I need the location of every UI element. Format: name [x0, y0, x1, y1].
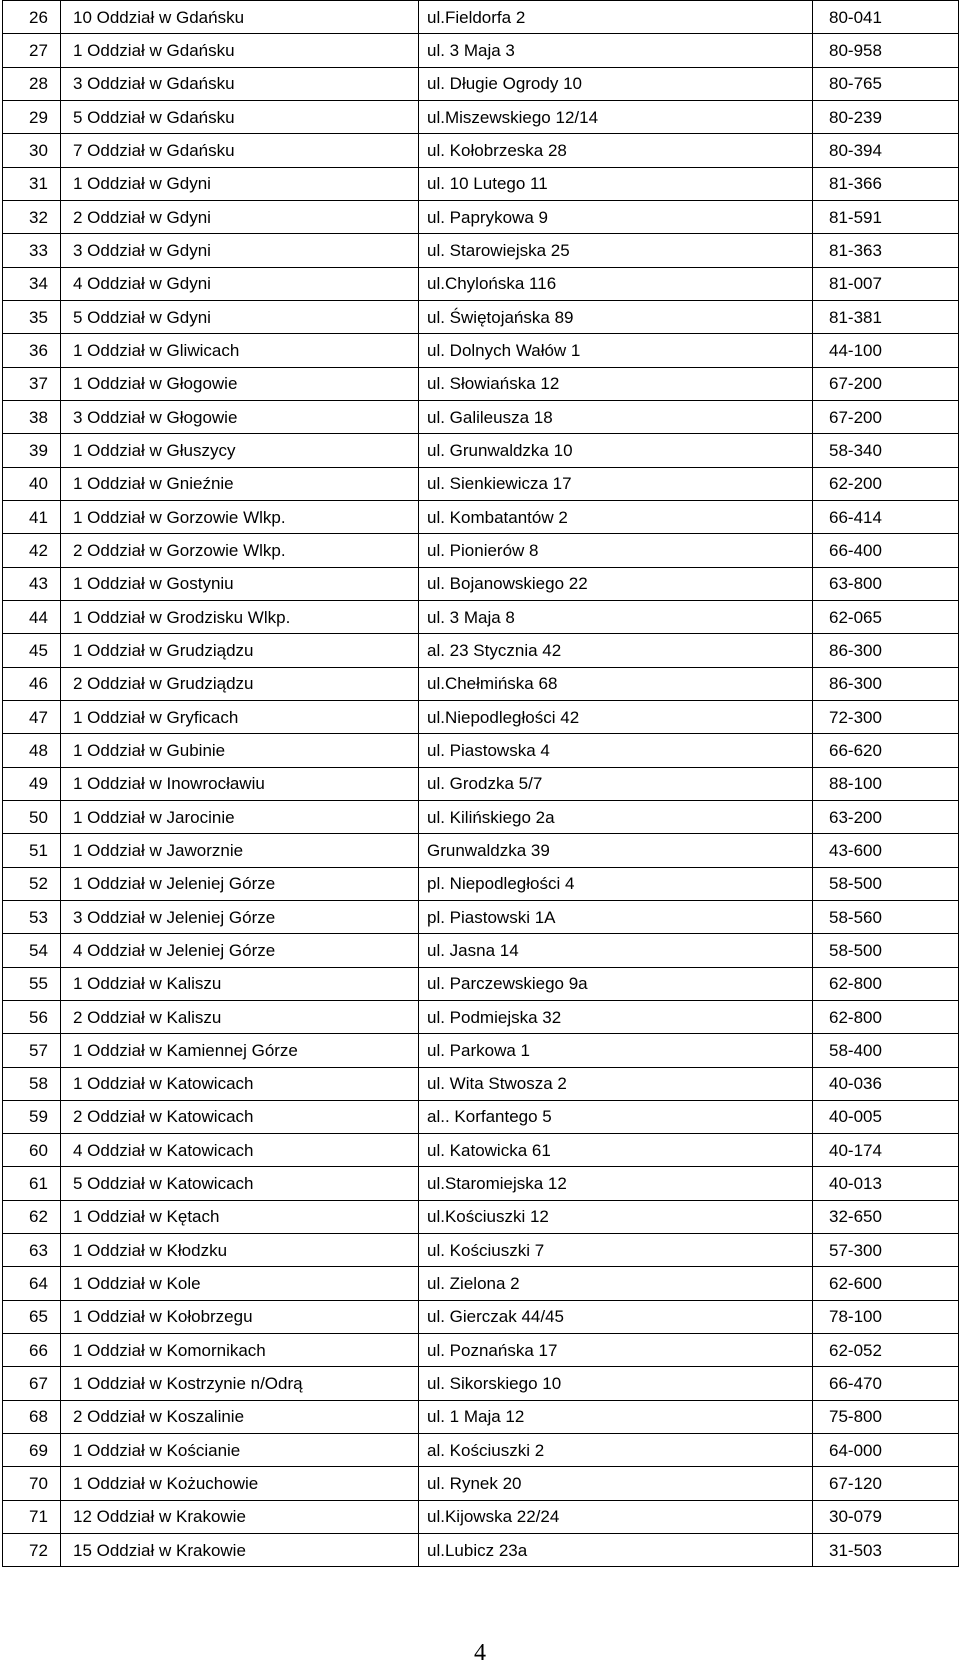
- row-number-cell: 59: [3, 1100, 61, 1133]
- table-row: [3, 1134, 959, 1167]
- branch-name-cell: 1 Oddział w Jaworznie: [61, 834, 419, 867]
- postal-code-cell: 88-100: [813, 767, 959, 800]
- street-address-cell: ul. Kościuszki 7: [419, 1234, 813, 1267]
- row-number-cell: 70: [3, 1467, 61, 1500]
- row-number-cell: 38: [3, 400, 61, 433]
- postal-code-cell: 81-366: [813, 167, 959, 200]
- street-address-cell: ul. 1 Maja 12: [419, 1400, 813, 1433]
- table-row: [3, 1434, 959, 1467]
- postal-code-cell: 80-239: [813, 100, 959, 133]
- table-row: [3, 867, 959, 900]
- street-address-cell: ul. 3 Maja 3: [419, 34, 813, 67]
- postal-code-cell: 86-300: [813, 667, 959, 700]
- postal-code-cell: 72-300: [813, 700, 959, 733]
- postal-code-cell: 67-120: [813, 1467, 959, 1500]
- street-address-cell: ul.Lubicz 23a: [419, 1534, 813, 1567]
- table-row: [3, 1200, 959, 1233]
- row-number-cell: 26: [3, 1, 61, 34]
- street-address-cell: pl. Niepodległości 4: [419, 867, 813, 900]
- table-row: [3, 1100, 959, 1133]
- postal-code-cell: 80-765: [813, 67, 959, 100]
- row-number-cell: 71: [3, 1500, 61, 1533]
- row-number-cell: 72: [3, 1534, 61, 1567]
- branch-name-cell: 1 Oddział w Jeleniej Górze: [61, 867, 419, 900]
- branch-name-cell: 2 Oddział w Katowicach: [61, 1100, 419, 1133]
- postal-code-cell: 80-394: [813, 134, 959, 167]
- table-row: [3, 767, 959, 800]
- row-number-cell: 30: [3, 134, 61, 167]
- branch-name-cell: 1 Oddział w Grodzisku Wlkp.: [61, 600, 419, 633]
- street-address-cell: ul. Podmiejska 32: [419, 1000, 813, 1033]
- street-address-cell: ul.Chylońska 116: [419, 267, 813, 300]
- branch-name-cell: 1 Oddział w Głogowie: [61, 367, 419, 400]
- branch-name-cell: 3 Oddział w Gdańsku: [61, 67, 419, 100]
- branch-name-cell: 1 Oddział w Kaliszu: [61, 967, 419, 1000]
- branch-name-cell: 1 Oddział w Gorzowie Wlkp.: [61, 500, 419, 533]
- postal-code-cell: 58-340: [813, 434, 959, 467]
- row-number-cell: 62: [3, 1200, 61, 1233]
- postal-code-cell: 58-400: [813, 1034, 959, 1067]
- branch-name-cell: 1 Oddział w Gdyni: [61, 167, 419, 200]
- table-row: [3, 434, 959, 467]
- postal-code-cell: 30-079: [813, 1500, 959, 1533]
- row-number-cell: 33: [3, 234, 61, 267]
- branch-name-cell: 2 Oddział w Gdyni: [61, 200, 419, 233]
- street-address-cell: ul. Parkowa 1: [419, 1034, 813, 1067]
- branch-name-cell: 1 Oddział w Jarocinie: [61, 800, 419, 833]
- branch-name-cell: 1 Oddział w Gdańsku: [61, 34, 419, 67]
- branch-name-cell: 5 Oddział w Gdańsku: [61, 100, 419, 133]
- postal-code-cell: 66-620: [813, 734, 959, 767]
- table-row: [3, 634, 959, 667]
- branch-name-cell: 1 Oddział w Głuszycy: [61, 434, 419, 467]
- table-row: [3, 900, 959, 933]
- postal-code-cell: 62-065: [813, 600, 959, 633]
- postal-code-cell: 58-560: [813, 900, 959, 933]
- row-number-cell: 52: [3, 867, 61, 900]
- street-address-cell: al.. Korfantego 5: [419, 1100, 813, 1133]
- table-row: [3, 734, 959, 767]
- branch-name-cell: 1 Oddział w Kożuchowie: [61, 1467, 419, 1500]
- row-number-cell: 53: [3, 900, 61, 933]
- branch-name-cell: 7 Oddział w Gdańsku: [61, 134, 419, 167]
- postal-code-cell: 64-000: [813, 1434, 959, 1467]
- branch-name-cell: 1 Oddział w Inowrocławiu: [61, 767, 419, 800]
- postal-code-cell: 67-200: [813, 400, 959, 433]
- branch-name-cell: 1 Oddział w Kostrzynie n/Odrą: [61, 1367, 419, 1400]
- row-number-cell: 55: [3, 967, 61, 1000]
- postal-code-cell: 62-600: [813, 1267, 959, 1300]
- postal-code-cell: 40-174: [813, 1134, 959, 1167]
- postal-code-cell: 80-041: [813, 1, 959, 34]
- row-number-cell: 46: [3, 667, 61, 700]
- street-address-cell: ul.Fieldorfa 2: [419, 1, 813, 34]
- branch-name-cell: 12 Oddział w Krakowie: [61, 1500, 419, 1533]
- table-row: [3, 400, 959, 433]
- row-number-cell: 54: [3, 934, 61, 967]
- row-number-cell: 57: [3, 1034, 61, 1067]
- table-row: [3, 200, 959, 233]
- postal-code-cell: 66-470: [813, 1367, 959, 1400]
- row-number-cell: 64: [3, 1267, 61, 1300]
- postal-code-cell: 43-600: [813, 834, 959, 867]
- postal-code-cell: 62-200: [813, 467, 959, 500]
- postal-code-cell: 40-005: [813, 1100, 959, 1133]
- row-number-cell: 65: [3, 1300, 61, 1333]
- table-row: [3, 1500, 959, 1533]
- street-address-cell: ul. Długie Ogrody 10: [419, 67, 813, 100]
- street-address-cell: pl. Piastowski 1A: [419, 900, 813, 933]
- street-address-cell: ul. Rynek 20: [419, 1467, 813, 1500]
- row-number-cell: 67: [3, 1367, 61, 1400]
- postal-code-cell: 81-591: [813, 200, 959, 233]
- row-number-cell: 43: [3, 567, 61, 600]
- street-address-cell: ul. 10 Lutego 11: [419, 167, 813, 200]
- table-row: [3, 300, 959, 333]
- table-row: [3, 500, 959, 533]
- branch-name-cell: 1 Oddział w Gliwicach: [61, 334, 419, 367]
- row-number-cell: 60: [3, 1134, 61, 1167]
- street-address-cell: ul. Kilińskiego 2a: [419, 800, 813, 833]
- row-number-cell: 68: [3, 1400, 61, 1433]
- postal-code-cell: 57-300: [813, 1234, 959, 1267]
- table-row: [3, 34, 959, 67]
- street-address-cell: ul. Sikorskiego 10: [419, 1367, 813, 1400]
- table-row: [3, 534, 959, 567]
- branch-name-cell: 5 Oddział w Gdyni: [61, 300, 419, 333]
- table-row: [3, 1300, 959, 1333]
- row-number-cell: 47: [3, 700, 61, 733]
- branch-name-cell: 4 Oddział w Katowicach: [61, 1134, 419, 1167]
- street-address-cell: ul. Pionierów 8: [419, 534, 813, 567]
- row-number-cell: 36: [3, 334, 61, 367]
- table-row: [3, 1467, 959, 1500]
- branch-name-cell: 1 Oddział w Kłodzku: [61, 1234, 419, 1267]
- postal-code-cell: 31-503: [813, 1534, 959, 1567]
- postal-code-cell: 63-200: [813, 800, 959, 833]
- row-number-cell: 44: [3, 600, 61, 633]
- street-address-cell: ul. Bojanowskiego 22: [419, 567, 813, 600]
- postal-code-cell: 44-100: [813, 334, 959, 367]
- row-number-cell: 63: [3, 1234, 61, 1267]
- branch-name-cell: 1 Oddział w Kamiennej Górze: [61, 1034, 419, 1067]
- table-row: [3, 700, 959, 733]
- row-number-cell: 28: [3, 67, 61, 100]
- table-row: [3, 567, 959, 600]
- table-row: [3, 834, 959, 867]
- street-address-cell: ul.Kijowska 22/24: [419, 1500, 813, 1533]
- row-number-cell: 58: [3, 1067, 61, 1100]
- street-address-cell: ul. Starowiejska 25: [419, 234, 813, 267]
- row-number-cell: 27: [3, 34, 61, 67]
- row-number-cell: 35: [3, 300, 61, 333]
- table-row: [3, 167, 959, 200]
- table-row: [3, 667, 959, 700]
- postal-code-cell: 66-414: [813, 500, 959, 533]
- street-address-cell: ul. Świętojańska 89: [419, 300, 813, 333]
- table-row: [3, 1234, 959, 1267]
- branch-name-cell: 1 Oddział w Gnieźnie: [61, 467, 419, 500]
- street-address-cell: ul. Sienkiewicza 17: [419, 467, 813, 500]
- branch-name-cell: 3 Oddział w Gdyni: [61, 234, 419, 267]
- branch-name-cell: 1 Oddział w Katowicach: [61, 1067, 419, 1100]
- branch-name-cell: 2 Oddział w Koszalinie: [61, 1400, 419, 1433]
- street-address-cell: ul. Dolnych Wałów 1: [419, 334, 813, 367]
- postal-code-cell: 62-052: [813, 1334, 959, 1367]
- row-number-cell: 42: [3, 534, 61, 567]
- postal-code-cell: 81-363: [813, 234, 959, 267]
- branch-name-cell: 2 Oddział w Grudziądzu: [61, 667, 419, 700]
- street-address-cell: ul. Piastowska 4: [419, 734, 813, 767]
- postal-code-cell: 66-400: [813, 534, 959, 567]
- table-row: [3, 1167, 959, 1200]
- street-address-cell: ul. 3 Maja 8: [419, 600, 813, 633]
- branch-name-cell: 10 Oddział w Gdańsku: [61, 1, 419, 34]
- row-number-cell: 29: [3, 100, 61, 133]
- branches-table: [2, 0, 959, 1567]
- row-number-cell: 34: [3, 267, 61, 300]
- street-address-cell: ul. Jasna 14: [419, 934, 813, 967]
- table-row: [3, 1334, 959, 1367]
- postal-code-cell: 58-500: [813, 867, 959, 900]
- street-address-cell: ul. Zielona 2: [419, 1267, 813, 1300]
- branch-name-cell: 4 Oddział w Jeleniej Górze: [61, 934, 419, 967]
- table-row: [3, 800, 959, 833]
- postal-code-cell: 81-007: [813, 267, 959, 300]
- postal-code-cell: 80-958: [813, 34, 959, 67]
- postal-code-cell: 75-800: [813, 1400, 959, 1433]
- street-address-cell: ul.Niepodległości 42: [419, 700, 813, 733]
- branch-name-cell: 5 Oddział w Katowicach: [61, 1167, 419, 1200]
- street-address-cell: ul. Wita Stwosza 2: [419, 1067, 813, 1100]
- table-row: [3, 100, 959, 133]
- table-row: [3, 1067, 959, 1100]
- branch-name-cell: 2 Oddział w Gorzowie Wlkp.: [61, 534, 419, 567]
- table-row: [3, 1534, 959, 1567]
- street-address-cell: ul. Poznańska 17: [419, 1334, 813, 1367]
- row-number-cell: 50: [3, 800, 61, 833]
- postal-code-cell: 62-800: [813, 1000, 959, 1033]
- street-address-cell: ul.Miszewskiego 12/14: [419, 100, 813, 133]
- branch-name-cell: 1 Oddział w Kole: [61, 1267, 419, 1300]
- row-number-cell: 51: [3, 834, 61, 867]
- table-row: [3, 467, 959, 500]
- branch-name-cell: 15 Oddział w Krakowie: [61, 1534, 419, 1567]
- row-number-cell: 49: [3, 767, 61, 800]
- row-number-cell: 61: [3, 1167, 61, 1200]
- branch-name-cell: 2 Oddział w Kaliszu: [61, 1000, 419, 1033]
- table-row: [3, 134, 959, 167]
- table-row: [3, 267, 959, 300]
- branch-name-cell: 1 Oddział w Gostyniu: [61, 567, 419, 600]
- postal-code-cell: 86-300: [813, 634, 959, 667]
- postal-code-cell: 81-381: [813, 300, 959, 333]
- row-number-cell: 66: [3, 1334, 61, 1367]
- table-row: [3, 934, 959, 967]
- street-address-cell: ul. Gierczak 44/45: [419, 1300, 813, 1333]
- street-address-cell: al. Kościuszki 2: [419, 1434, 813, 1467]
- postal-code-cell: 78-100: [813, 1300, 959, 1333]
- branch-name-cell: 3 Oddział w Jeleniej Górze: [61, 900, 419, 933]
- row-number-cell: 32: [3, 200, 61, 233]
- page-number: 4: [474, 1640, 486, 1666]
- row-number-cell: 37: [3, 367, 61, 400]
- street-address-cell: ul. Katowicka 61: [419, 1134, 813, 1167]
- branch-name-cell: 1 Oddział w Gryficach: [61, 700, 419, 733]
- branch-name-cell: 1 Oddział w Kościanie: [61, 1434, 419, 1467]
- table-row: [3, 1367, 959, 1400]
- table-row: [3, 1400, 959, 1433]
- table-row: [3, 367, 959, 400]
- branch-name-cell: 1 Oddział w Komornikach: [61, 1334, 419, 1367]
- table-row: [3, 1, 959, 34]
- branch-name-cell: 4 Oddział w Gdyni: [61, 267, 419, 300]
- branch-name-cell: 1 Oddział w Kołobrzegu: [61, 1300, 419, 1333]
- street-address-cell: ul. Kołobrzeska 28: [419, 134, 813, 167]
- row-number-cell: 31: [3, 167, 61, 200]
- table-row: [3, 67, 959, 100]
- table-row: [3, 1267, 959, 1300]
- street-address-cell: ul. Kombatantów 2: [419, 500, 813, 533]
- street-address-cell: al. 23 Stycznia 42: [419, 634, 813, 667]
- table-row: [3, 1000, 959, 1033]
- table-row: [3, 1034, 959, 1067]
- street-address-cell: Grunwaldzka 39: [419, 834, 813, 867]
- street-address-cell: ul.Kościuszki 12: [419, 1200, 813, 1233]
- row-number-cell: 41: [3, 500, 61, 533]
- row-number-cell: 69: [3, 1434, 61, 1467]
- street-address-cell: ul.Chełmińska 68: [419, 667, 813, 700]
- row-number-cell: 48: [3, 734, 61, 767]
- table-row: [3, 967, 959, 1000]
- postal-code-cell: 67-200: [813, 367, 959, 400]
- postal-code-cell: 32-650: [813, 1200, 959, 1233]
- street-address-cell: ul. Słowiańska 12: [419, 367, 813, 400]
- street-address-cell: ul. Paprykowa 9: [419, 200, 813, 233]
- branches-table-body: [3, 1, 959, 1567]
- table-row: [3, 600, 959, 633]
- row-number-cell: 40: [3, 467, 61, 500]
- street-address-cell: ul. Grodzka 5/7: [419, 767, 813, 800]
- street-address-cell: ul. Parczewskiego 9a: [419, 967, 813, 1000]
- branch-name-cell: 1 Oddział w Grudziądzu: [61, 634, 419, 667]
- branch-name-cell: 1 Oddział w Kętach: [61, 1200, 419, 1233]
- branch-name-cell: 1 Oddział w Gubinie: [61, 734, 419, 767]
- row-number-cell: 39: [3, 434, 61, 467]
- street-address-cell: ul.Staromiejska 12: [419, 1167, 813, 1200]
- postal-code-cell: 63-800: [813, 567, 959, 600]
- postal-code-cell: 40-036: [813, 1067, 959, 1100]
- street-address-cell: ul. Galileusza 18: [419, 400, 813, 433]
- branch-name-cell: 3 Oddział w Głogowie: [61, 400, 419, 433]
- table-row: [3, 334, 959, 367]
- table-row: [3, 234, 959, 267]
- row-number-cell: 45: [3, 634, 61, 667]
- street-address-cell: ul. Grunwaldzka 10: [419, 434, 813, 467]
- postal-code-cell: 40-013: [813, 1167, 959, 1200]
- postal-code-cell: 62-800: [813, 967, 959, 1000]
- postal-code-cell: 58-500: [813, 934, 959, 967]
- row-number-cell: 56: [3, 1000, 61, 1033]
